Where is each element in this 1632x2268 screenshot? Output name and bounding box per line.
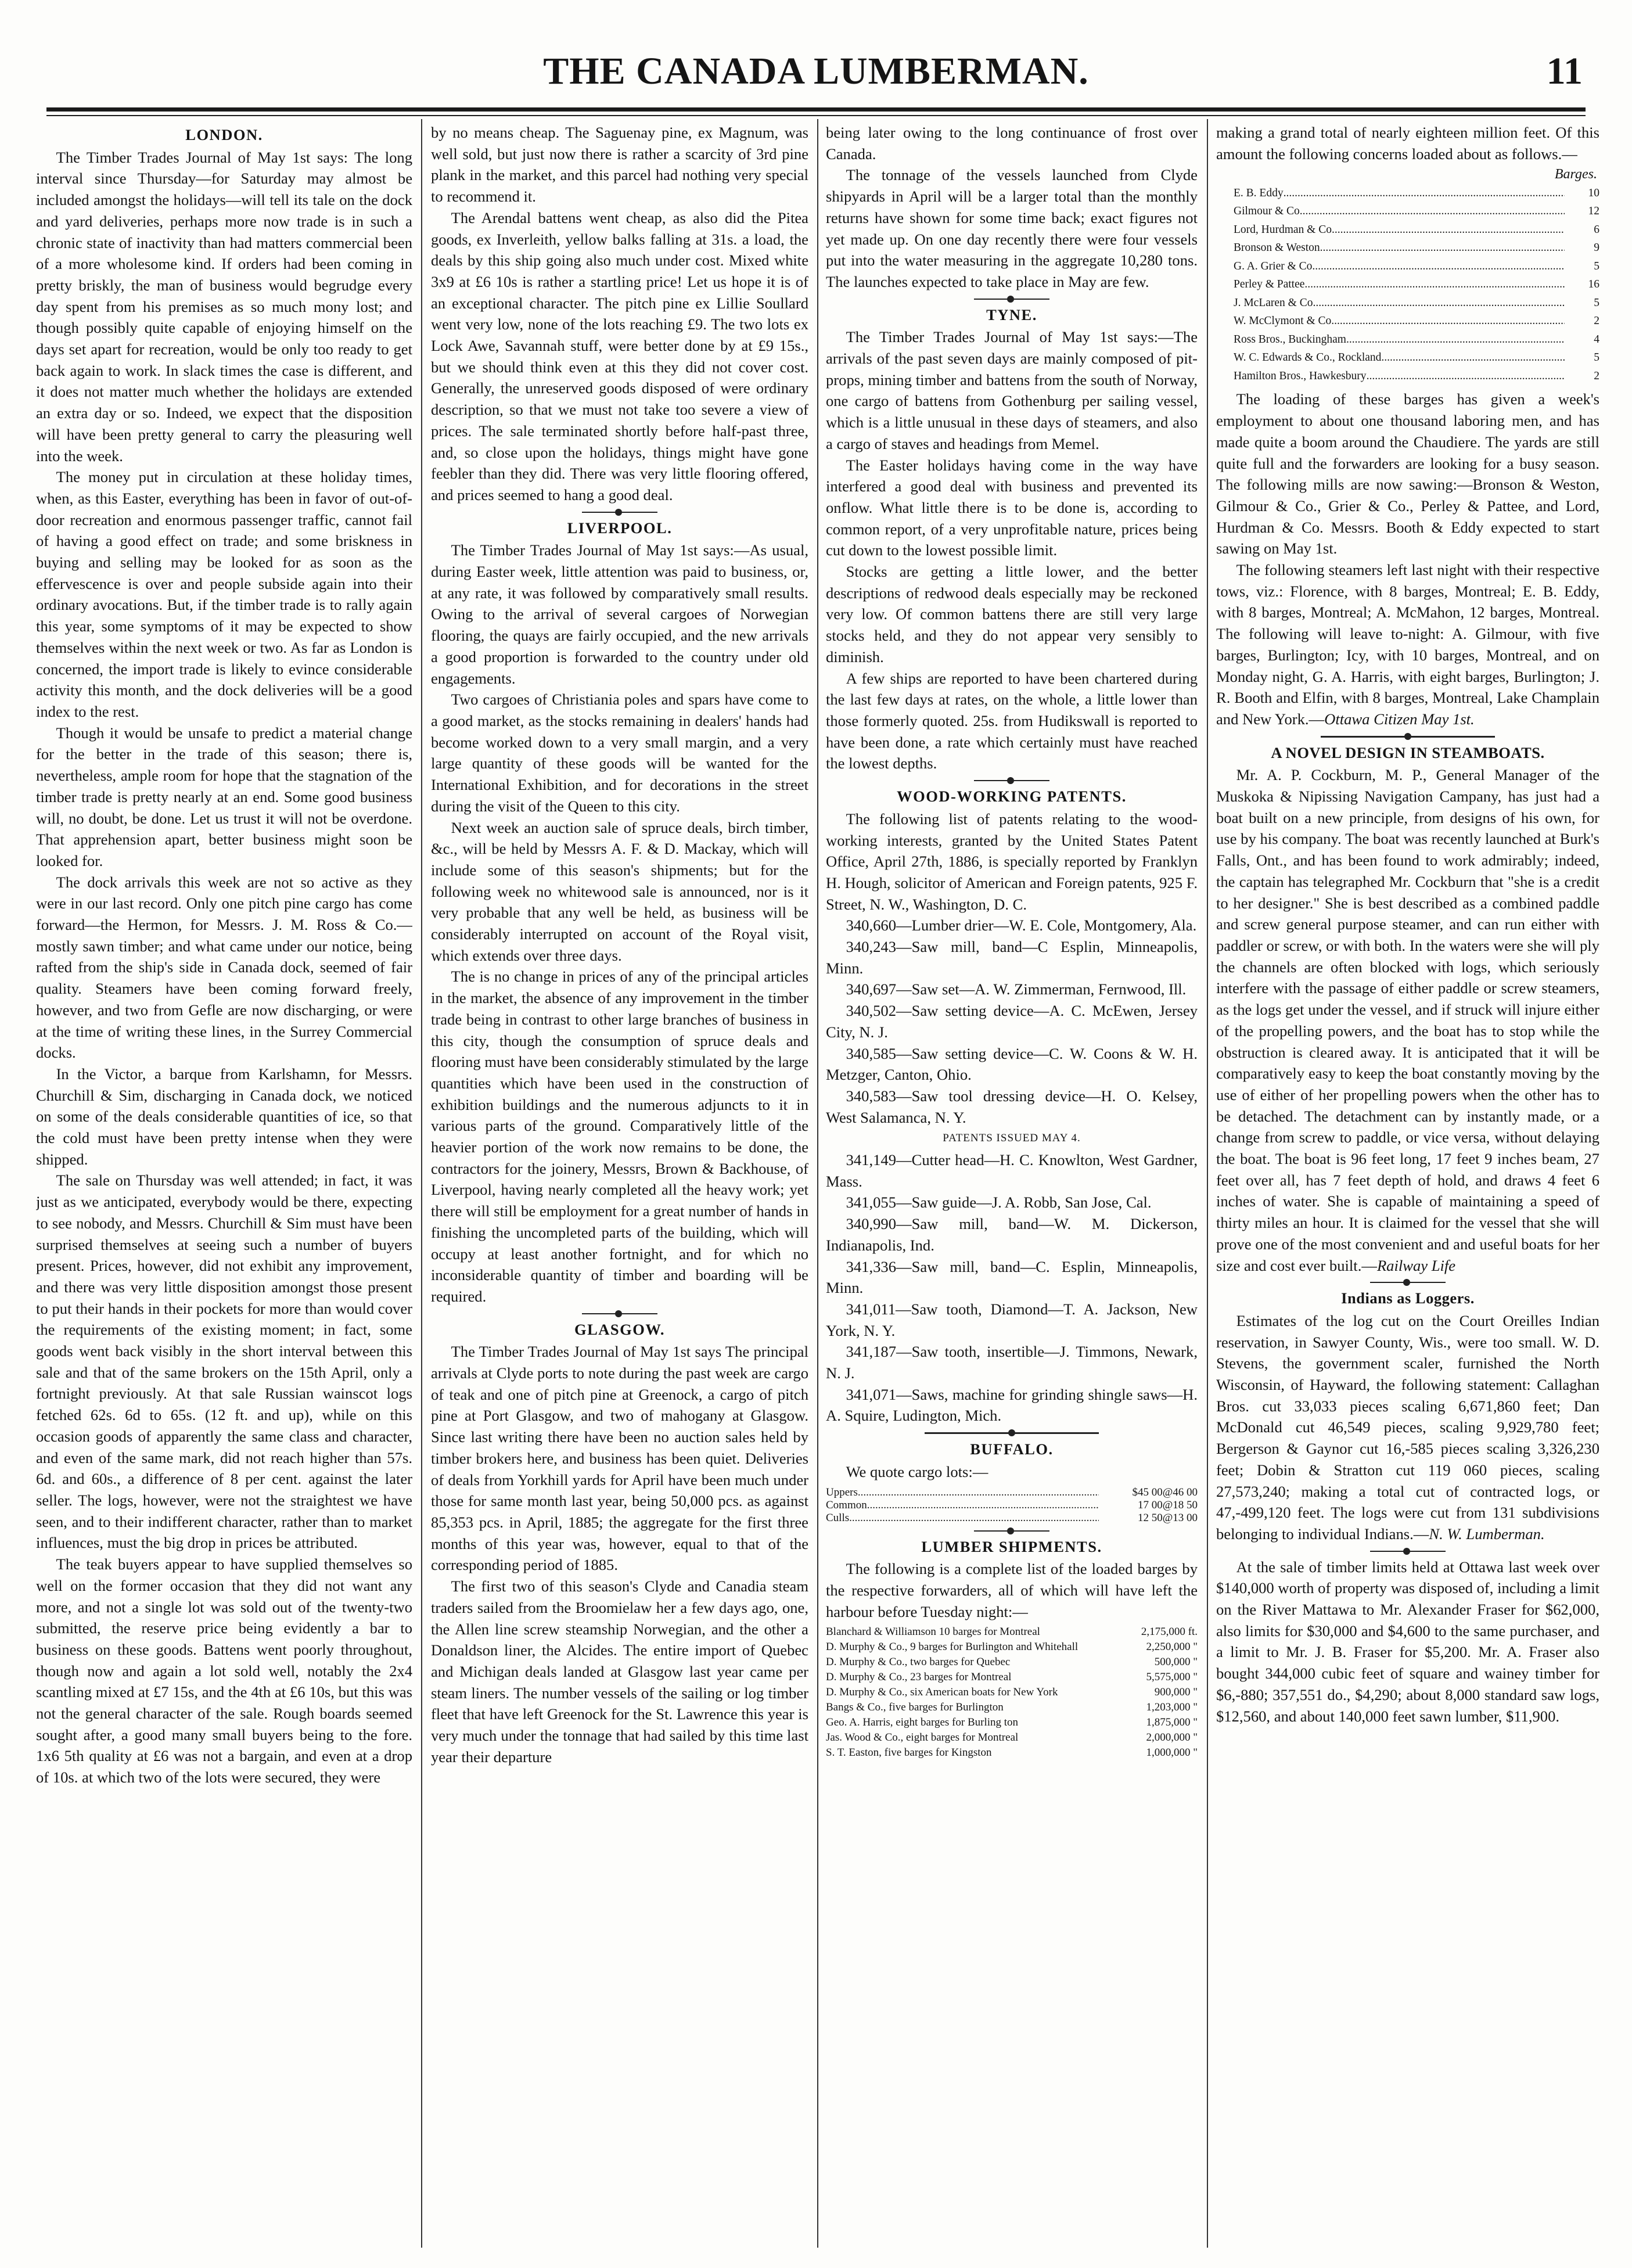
- article-paragraph: The following list of patents relating to the wood-working interests, granted by the United States Patent Office, April 27th, 1886, is specially reported by Franklyn H. Hough, solicitor of American and Foreign patents, 925 F. Street, N. W., Washington, D. C.: [826, 810, 1198, 913]
- article-paragraph: being later owing to the long continuance of frost over Canada.: [826, 124, 1198, 163]
- article-paragraph: Next week an auction sale of spruce deals, birch timber, &c., will be held by Messrs A. F. & D. Mackay, which will include some of this season's shipments; but for the following week no whitewood sale is announced, nor is it very probable that any well be held, as business will be considerably interrupted on account of the Royal visit, which extends over three days.: [431, 818, 808, 964]
- barge-company: E. B. Eddy: [1234, 186, 1284, 199]
- shipment-amount: 5,575,000 ": [1146, 1671, 1198, 1684]
- barge-count: 9: [1594, 242, 1599, 254]
- section-separator: [974, 780, 1049, 781]
- column-2: [431, 122, 808, 2248]
- article-paragraph: Two cargoes of Christiania poles and spars have come to a good market, as the stocks remaining in dealers' hands had become worked down to a very small margin, and a very large quantity of these goods will be wanted for the International Exhibition, and for decorations in the street during the visit of the Queen to this city.: [431, 691, 808, 815]
- shipment-amount: 2,250,000 ": [1146, 1641, 1198, 1654]
- article-paragraph: The sale on Thursday was well attended; in fact, it was just as we anticipated, everybody would be there, expecting to see nobody, and Messrs. Churchill & Sim must have been surprised themselves at seeing such a number of buyers present. Prices, however, did not exhibit any improvement, and there was very little disposition amongst those present to put their hands in their pockets for more than would cover the requirements of the existing moment; in fact, some goods went back visibly in the short interval between this sale and that of the same brokers on the 15th April, only a fortnight previously. At that sale Russian wainscot logs fetched 62s. 6d to 65s. (12 ft. and up), while on this occasion goods of apparently the same class and character, and even of the same mark, did not reach higher than 57s. 6d. and 60s., a difference of 8 per cent. against the later seller. The logs, however, were not the straightest we have seen, and to their indifferent character, rather than to market influences, must the big drop in prices be attributed.: [36, 1171, 412, 1552]
- section-separator: [582, 512, 657, 513]
- article-paragraph: The Timber Trades Journal of May 1st says: The long interval since Thursday—for Saturday may almost be included amongst the holidays—will tell its tale on the dock and yard deliveries, perhaps more now trade is in such a chronic state of inactivity than had matters commercial been of a more wholesome kind. If orders had been coming in pretty briskly, the man of business would begrudge every day spent from his premises as so much mony lost; and though possibly quite capable of enjoying himself on the days set apart for recreation, would be only too ready to get back again to work. In slack times the case is different, and it does not matter much whether the holidays are extended an extra day or so. Indeed, we expect that the disposition will have been pretty general to carry the pleasuring well into the week.: [36, 148, 412, 465]
- shipment-text: Geo. A. Harris, eight barges for Burling ton: [826, 1716, 1019, 1729]
- article-paragraph: The money put in circulation at these holiday times, when, as this Easter, everything has been in favor of out-of-door recreation and enormous passenger traffic, cannot fail of having a good effect on trade; and some briskness in buying and selling may be looked for as soon as the effervescence is over and people subside again into their ordinary avocations. But, if the timber trade is to rally again this year, some symptoms of it may be expected to show themselves within the next week or two. As far as London is concerned, the import trade is likely to evince considerable activity this month, and the dock deliveries will be a good index to the rest.: [36, 468, 412, 720]
- article-paragraph: The Timber Trades Journal of May 1st says:—The arrivals of the past seven days are mainly composed of pit-props, mining timber and battens from the south of Norway, one cargo of battens from Gothenburg per sailing vessel, which is a little unusual in these days of steamers, and also a cargo of staves and headings from Memel.: [826, 328, 1198, 452]
- barge-count: 10: [1588, 186, 1599, 199]
- glasgow-heading: GLASGOW.: [574, 1320, 666, 1338]
- patent-entry: 341,187—Saw tooth, insertible—J. Timmons, Newark, N. J.: [826, 1343, 1198, 1382]
- barge-row: [1234, 239, 1599, 257]
- indians-heading: Indians as Loggers.: [1341, 1289, 1475, 1307]
- section-separator: [1370, 1551, 1446, 1552]
- barges-header: Barges.: [1554, 167, 1597, 182]
- patent-entry: 341,336—Saw mill, band—C. Esplin, Minneapolis, Minn.: [826, 1257, 1198, 1297]
- shipment-text: D. Murphy & Co., 23 barges for Montreal: [826, 1671, 1012, 1684]
- patent-entry: 341,071—Saws, machine for grinding shingle saws—H. A. Squire, Ludington, Mich.: [826, 1385, 1198, 1425]
- barge-count: 2: [1594, 315, 1599, 328]
- quote-grade: Uppers: [826, 1486, 858, 1498]
- column-divider: [1207, 119, 1208, 2248]
- patents-heading: WOOD-WORKING PATENTS.: [897, 788, 1127, 806]
- tyne-heading: TYNE.: [986, 305, 1037, 324]
- quote-grade: Common: [826, 1498, 867, 1511]
- article-paragraph: The tonnage of the vessels launched from Clyde shipyards in April will be a larger total than the monthly returns have shown for some time back; exact figures not yet made up. On one day recently there were four vessels put into the water measuring in the aggregate 10,280 tons. The launches expected to take place in May are few.: [826, 166, 1198, 290]
- shipment-row: [826, 1670, 1198, 1685]
- article-paragraph: In the Victor, a barque from Karlshamn, for Messrs. Churchill & Sim, discharging in Canada dock, we noticed on some of the deals considerable quantities of ice, so that the cold must have been pretty intense when they were shipped.: [36, 1065, 412, 1168]
- article-paragraph: We quote cargo lots:—: [846, 1462, 988, 1480]
- barge-count: 12: [1588, 205, 1599, 218]
- shipment-amount: 1,875,000 ": [1146, 1716, 1198, 1729]
- article-paragraph: [1216, 1310, 1599, 1545]
- shipment-amount: 900,000 ": [1154, 1686, 1198, 1699]
- shipment-text: D. Murphy & Co., two barges for Quebec: [826, 1656, 1011, 1669]
- barge-row: [1234, 275, 1599, 294]
- barge-row: [1234, 312, 1599, 330]
- header-rule-thin: [46, 115, 1586, 116]
- patent-entry: 341,055—Saw guide—J. A. Robb, San Jose, Cal.: [846, 1194, 1152, 1212]
- barge-count: 2: [1594, 369, 1599, 382]
- article-paragraph: The is no change in prices of any of the principal articles in the market, the absence of any improvement in the timber trade being in contrast to other large branches of business in this city, though the consumption of spruce deals and flooring must have been considerably stimulated by the large quantities which have been used in the construction of exhibition buildings and the numerous adjuncts to it in various parts of the ground. Comparatively little of the heavier portion of the work now remains to be done, the contractors for the joinery, Messrs, Brown & Backhouse, of Liverpool, having nearly completed all the heavy work; yet there will still be employment for a great number of hands in finishing the uncompleted parts of the building, which will occupy at least another fortnight, and for which no inconsiderable quantity of timber and boarding will be required.: [431, 968, 808, 1305]
- article-paragraph: The dock arrivals this week are not so active as they were in our last record. Only one pitch pine cargo has come forward—the Hermon, for Messrs. J. M. Ross & Co.—mostly sawn timber; and what came under our notice, being rafted from the ship's side in Canada dock, seemed of fair quality. Steamers have been coming forward freely, however, and two from Gefle are now discharging, or were at the time of writing these lines, in the Surrey Commercial docks.: [36, 873, 412, 1062]
- shipment-row: [826, 1640, 1198, 1655]
- barge-row: [1234, 367, 1599, 386]
- london-heading: LONDON.: [185, 126, 263, 143]
- barge-row: [1234, 202, 1599, 221]
- buffalo-heading: BUFFALO.: [970, 1440, 1054, 1458]
- section-separator: [1370, 1282, 1446, 1283]
- quote-row: [826, 1512, 1198, 1525]
- barge-company: Gilmour & Co: [1234, 205, 1300, 218]
- shipment-row: [826, 1624, 1198, 1640]
- barge-row: [1234, 184, 1599, 203]
- price-quotes: [826, 1486, 1198, 1525]
- shipment-text: D. Murphy & Co., six American boats for New York: [826, 1686, 1058, 1699]
- header-rule: [46, 107, 1586, 112]
- steamboats-heading: A NOVEL DESIGN IN STEAMBOATS.: [1271, 743, 1545, 761]
- liverpool-heading: LIVERPOOL.: [567, 519, 673, 537]
- barge-row: [1234, 330, 1599, 349]
- article-paragraph: The teak buyers appear to have supplied themselves so well on the former occasion that they did not want any more, and not a single lot was sold out of the twenty-two submitted, the reserve price being evidently a bar to business on these goods. Battens went poorly throughout, though now and again a lot sold well, notably the 2x4 scantling mixed at £7 15s, and the 4th at £6 10s, but this was not the general character of the sale. Rough boards seemed sought after, a good many small buyers being to the fore. 1x6 5th quality at £6 was not a bargain, and even at a drop of 10s. at which two of the lots were secured, they were: [36, 1555, 412, 1787]
- barge-company: Perley & Pattee: [1234, 278, 1305, 291]
- barge-company: Ross Bros., Buckingham: [1234, 333, 1346, 346]
- quote-row: [826, 1486, 1198, 1499]
- article-paragraph: The first two of this season's Clyde and Canadia steam traders sailed from the Broomielaw her a few days ago, one, the Allen line screw steamship Norwegian, and the other a Donaldson liner, the Alcides. The entire import of Quebec and Michigan deals landed at Glasgow last year came per steam liners. The number vessels of the sailing or log timber fleet that have left Greenock for the St. Lawrence this year is very much under the tonnage that had sailed by this time last year their departure: [431, 1577, 808, 1766]
- shipment-text: Blanchard & Williamson 10 barges for Montreal: [826, 1626, 1040, 1638]
- shipment-amount: 1,000,000 ": [1146, 1746, 1198, 1759]
- shipment-row: [826, 1655, 1198, 1670]
- column-4: [1216, 122, 1599, 2248]
- section-separator: [1321, 736, 1495, 738]
- newspaper-title: THE CANADA LUMBERMAN.: [543, 50, 1089, 92]
- section-separator: [974, 299, 1049, 300]
- barge-count: 4: [1594, 333, 1599, 346]
- section-separator: [582, 1313, 657, 1314]
- patent-entry: 340,502—Saw setting device—A. C. McEwen, Jersey City, N. J.: [826, 1002, 1198, 1041]
- barge-row: [1234, 257, 1599, 276]
- shipment-text: D. Murphy & Co., 9 barges for Burlington and Whitehall: [826, 1641, 1079, 1654]
- barge-row: [1234, 348, 1599, 367]
- source-attribution: N. W. Lumberman.: [1429, 1525, 1545, 1543]
- section-separator: [974, 1530, 1049, 1532]
- shipments-list: [826, 1624, 1198, 1760]
- patent-entry: 341,011—Saw tooth, Diamond—T. A. Jackson, New York, N. Y.: [826, 1300, 1198, 1339]
- article-paragraph: The Easter holidays having come in the way have interfered a good deal with business and prevented its onflow. What little there is to be done is, according to common report, of a very unprofitable nature, prices being cut down to the lowest possible limit.: [826, 456, 1198, 559]
- patent-entry: 340,585—Saw setting device—C. W. Coons & W. H. Metzger, Canton, Ohio.: [826, 1044, 1198, 1084]
- patent-entry: 340,243—Saw mill, band—C Esplin, Minneapolis, Minn.: [826, 938, 1198, 977]
- article-text: The following steamers left last night with their respective tows, viz.: Florence, with 8 barges, Montreal; E. B. Eddy, with 8 barges, Montreal; A. McMahon, 12 barges, Montreal. The following will leave to-night: A. Gilmour, with five barges, Burlington; Icy, with 10 barges, Montreal, and on Monday night, G. A. Harris, with eight barges, Burlington; J. R. Booth and Elfin, with 8 barges, Montreal, Lake Champlain and New York.—: [1216, 561, 1599, 728]
- barge-company: W. C. Edwards & Co., Rockland: [1234, 351, 1382, 364]
- shipment-row: [826, 1715, 1198, 1730]
- quote-price: 12 50@13 00: [1138, 1511, 1198, 1524]
- column-1: [36, 122, 412, 2248]
- shipment-text: Jas. Wood & Co., eight barges for Montreal: [826, 1731, 1019, 1744]
- barge-count: 16: [1588, 278, 1599, 291]
- article-paragraph: by no means cheap. The Saguenay pine, ex Magnum, was well sold, but just now there is rather a scarcity of 3rd pine plank in the market, and this parcel had nothing very special to recommend it.: [431, 124, 808, 206]
- barge-company: Bronson & Weston: [1234, 242, 1320, 254]
- quote-price: $45 00@46 00: [1132, 1486, 1198, 1498]
- shipment-text: Bangs & Co., five barges for Burlington: [826, 1701, 1004, 1714]
- article-text: Estimates of the log cut on the Court Oreilles Indian reservation, in Sawyer County, Wis., were too small. W. D. Stevens, the government scaler, furnished the North Wisconsin, of Hayward, the following statement: Callaghan Bros. cut 33,033 pieces scaling 6,671,860 feet; Dan McDonald cut 46,549 pieces, scaling 9,929,780 feet; Bergerson & Gaynor cut 16,-585 pieces scaling 3,326,230 feet; Dobin & Stratton cut 119 060 pieces, scaling 27,573,240; making a total cut of contracted logs, or 47,-499,120 feet. The logs were cut from 131 subdivisions belonging to individual Indians.—: [1216, 1311, 1599, 1543]
- page-header: [35, 44, 1597, 107]
- article-paragraph: The loading of these barges has given a week's employment to about one thousand laboring men, and has made quite a boom around the Chaudiere. The yards are still quite full and the forwarders are looking for a busy season. The following mills are now sawing:—Bronson & Weston, Gilmour & Co., Grier & Co., Perley & Pattee, and Lord, Hurdman & Co. Messrs. Booth & Eddy expected to start sawing on May 1st.: [1216, 390, 1599, 558]
- patents-issued-subheading: PATENTS ISSUED MAY 4.: [943, 1132, 1081, 1145]
- barges-table: [1234, 166, 1599, 385]
- shipment-amount: 1,203,000 ": [1146, 1701, 1198, 1714]
- article-text: Mr. A. P. Cockburn, M. P., General Manager of the Muskoka & Nipissing Navigation Campany, has just had a boat built on a new principle, from designs of his own, for use by his company. The boat was recently launched at Burk's Falls, Ont., and has been found to work admirably; indeed, the captain has telegraphed Mr. Cockburn that "she is a credit to her designer." She is best described as a combined paddle and screw general purpose steamer, and can run either with paddler or screw, or with both. In the waters were she will ply the channels are often blocked with logs, which seriously interfere with the passage of either paddle or screw steamers, as the logs get under the vessel, and if struck will injure either of the propelling powers, and the boat has to stop while the obstruction is cleared away. It is anticipated that it will be comparatively easy to keep the boat constantly moving by the use of either of her propelling powers when the other has to be detached. The detachment can by instantly made, or a change from screw to paddle, or vice versa, without delaying the boat. The boat is 96 feet long, 17 feet 9 inches beam, 27 feet over all, has 7 feet depth of hold, and draws 4 feet 6 inches of water. She is capable of maintaining a speed of thirty miles an hour. It is claimed for the vessel that she will prove one of the most convenient and and useful boats for her size and cost ever built.—: [1216, 766, 1599, 1274]
- barge-company: G. A. Grier & Co: [1234, 260, 1313, 272]
- source-attribution: Ottawa Citizen May 1st.: [1324, 710, 1475, 728]
- barge-company: Lord, Hurdman & Co: [1234, 223, 1332, 236]
- article-paragraph: Though it would be unsafe to predict a material change for the better in the trade of this season; there is, nevertheless, ample room for hope that the stagnation of the timber trade is pretty nearly at an end. Some good business will, no doubt, be done. Let us trust it will not be overdone. That apprehension apart, better business might soon be looked for.: [36, 724, 412, 869]
- article-paragraph: The Arendal battens went cheap, as also did the Pitea goods, ex Inverleith, yellow balks falling at 31s. a load, the deals by this ship going also much under cost. Mixed white 3x9 at £6 10s is rather a startling price! Let us hope it is of an exceptional character. The pitch pine ex Lillie Soullard went very low, none of the lots reaching £9. The two lots ex Lock Awe, Savannah stuff, were better done by at £9 15s., but we should think even at this they did not cover cost. Generally, the unreserved goods disposed of were ordinary description, so that we must not take too severe a view of prices. The sale terminated shortly before half-past three, and, so close upon the holidays, things might have gone feebler than they did. There was very little flooring offered, and prices seemed to hang a good deal.: [431, 209, 808, 504]
- barge-row: [1234, 221, 1599, 239]
- shipments-heading: LUMBER SHIPMENTS.: [921, 1537, 1102, 1555]
- shipment-amount: 500,000 ": [1154, 1656, 1198, 1669]
- patent-entry: 341,149—Cutter head—H. C. Knowlton, West Gardner, Mass.: [826, 1151, 1198, 1190]
- quote-grade: Culls: [826, 1511, 850, 1524]
- barge-company: W. McClymont & Co: [1234, 315, 1332, 328]
- source-attribution: Railway Life: [1376, 1256, 1456, 1274]
- patent-entry: 340,583—Saw tool dressing device—H. O. Kelsey, West Salamanca, N. Y.: [826, 1087, 1198, 1126]
- barge-count: 6: [1594, 223, 1599, 236]
- article-paragraph: At the sale of timber limits held at Ottawa last week over $140,000 worth of property was disposed of, including a limit on the River Mattawa to Mr. Alexander Fraser for $62,000, also limits for $30,000 and $4,600 to the same purchaser, and a limit to Mr. J. B. Fraser for $5,200. Mr. A. Fraser also bought 344,000 cubic feet of square and wainey timber for $6,-880; 357,551 do., $4,290; about 8,000 standard saw logs, $12,560, and about 140,000 feet sawn lumber, $11,900.: [1216, 1558, 1599, 1725]
- column-divider: [817, 119, 818, 2248]
- quote-row: [826, 1499, 1198, 1512]
- article-paragraph: Stocks are getting a little lower, and the better descriptions of redwood deals especially may be reckoned very low. Of common battens there are still very large stocks held, and they do not appear very sensibly to diminish.: [826, 563, 1198, 666]
- shipment-row: [826, 1730, 1198, 1745]
- shipment-row: [826, 1700, 1198, 1715]
- shipment-row: [826, 1685, 1198, 1700]
- quote-price: 17 00@18 50: [1138, 1498, 1198, 1511]
- patent-entry: 340,697—Saw set—A. W. Zimmerman, Fernwood, Ill.: [846, 980, 1187, 998]
- barge-row: [1234, 294, 1599, 312]
- article-paragraph: A few ships are reported to have been chartered during the last few days at rates, on the whole, a little lower than those formerly quoted. 25s. from Hudikswall is reported to have been done, a rate which certainly must have reached the lowest depths.: [826, 669, 1198, 772]
- article-paragraph: The Timber Trades Journal of May 1st says:—As usual, during Easter week, little attention was paid to business, or, at any rate, it was followed by comparatively small results. Owing to the arrival of several cargoes of Norwegian flooring, the quays are fairly occupied, and the new arrivals a good proportion is forwarded to the country under old engagements.: [431, 541, 808, 687]
- shipment-amount: 2,175,000 ft.: [1141, 1626, 1198, 1638]
- article-paragraph: The Timber Trades Journal of May 1st says The principal arrivals at Clyde ports to note during the past week are cargo of teak and one of pitch pine at Greenock, a cargo of pitch pine at Port Glasgow, and two of mahogany at Glasgow. Since last writing there have been no auction sales held by timber brokers here, and business has been quiet. Deliveries of deals from Yorkhill yards for April have been much under those for same month last year, being 50,000 pcs. as against 85,353 pcs. in April, 1885; the aggregate for the first three months of this year was, however, equal to that of the corresponding period of 1885.: [431, 1343, 808, 1574]
- section-separator: [925, 1432, 1099, 1434]
- barge-company: J. McLaren & Co: [1234, 296, 1313, 309]
- shipment-text: S. T. Easton, five barges for Kingston: [826, 1746, 992, 1759]
- barge-company: Hamilton Bros., Hawkesbury: [1234, 369, 1367, 382]
- shipment-row: [826, 1745, 1198, 1760]
- column-3: [826, 122, 1198, 2248]
- page-number: 11: [1546, 50, 1583, 92]
- column-divider: [421, 119, 422, 2248]
- barge-count: 5: [1594, 260, 1599, 272]
- article-paragraph: The following is a complete list of the loaded barges by the respective forwarders, all of which will have left the harbour before Tuesday night:—: [826, 1560, 1198, 1620]
- patent-entry: 340,660—Lumber drier—W. E. Cole, Montgomery, Ala.: [846, 916, 1197, 934]
- article-paragraph: [1216, 559, 1599, 730]
- article-paragraph: [1216, 764, 1599, 1276]
- patent-entry: 340,990—Saw mill, band—W. M. Dickerson, Indianapolis, Ind.: [826, 1215, 1198, 1254]
- shipment-amount: 2,000,000 ": [1146, 1731, 1198, 1744]
- article-paragraph: making a grand total of nearly eighteen million feet. Of this amount the following concerns loaded about as follows.—: [1216, 124, 1599, 163]
- barge-count: 5: [1594, 296, 1599, 309]
- barge-count: 5: [1594, 351, 1599, 364]
